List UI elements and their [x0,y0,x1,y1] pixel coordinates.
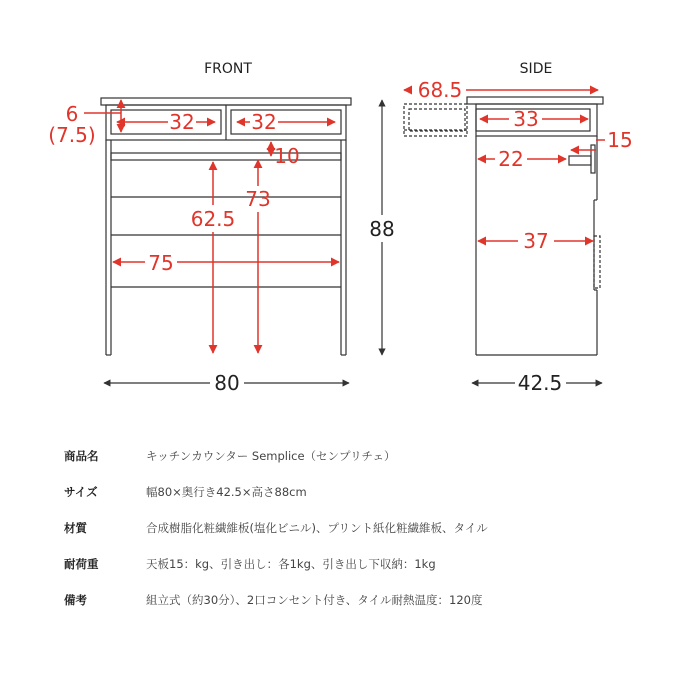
spec-value: 組立式（約30分）、2口コンセント付き、タイル耐熱温度：120度 [146,593,483,607]
side-depth-upper-label: 22 [498,147,524,171]
spec-value: 合成樹脂化粧繊維板(塩化ビニル)、プリント紙化粧繊維板、タイル [146,521,488,535]
spec-row-load [64,556,644,592]
spec-label: 商品名 [64,449,99,463]
front-top-thickness-alt-label: (7.5) [48,123,96,147]
side-drawer-depth-label: 33 [513,107,539,131]
overall-width-label: 80 [214,371,240,395]
spec-row-material [64,520,644,556]
spec-label: サイズ [64,485,98,499]
overall-height-label: 88 [369,217,395,241]
front-inner-height-label: 73 [245,187,271,211]
overall-depth-label: 42.5 [517,371,563,395]
spec-value: キッチンカウンター Semplice（センプリチェ） [146,449,396,463]
spec-table [64,448,644,628]
spec-value: 幅80×奥行き42.5×高さ88cm [146,485,307,499]
side-outlet-label: 15 [607,128,633,152]
front-gap-label: 10 [274,144,300,168]
side-view-title: SIDE [519,61,553,77]
front-top-thickness-label: 6 [65,102,79,126]
side-depth-lower-label: 37 [523,229,549,253]
spec-row-size [64,484,644,520]
spec-value: 天板15：kg、引き出し：各1kg、引き出し下収納：1kg [146,557,436,571]
front-drawer-left-label: 32 [169,110,195,134]
front-view-title: FRONT [204,61,252,77]
front-shelf-height-label: 62.5 [190,207,236,231]
spec-label: 耐荷重 [64,557,99,571]
spec-row-product-name [64,448,644,484]
spec-row-notes [64,592,644,628]
front-inner-width-label: 75 [148,251,174,275]
side-view-drawing [404,97,603,355]
spec-label: 材質 [64,521,87,535]
spec-label: 備考 [64,593,87,607]
front-drawer-right-label: 32 [251,110,277,134]
side-drawer-pullout-label: 68.5 [417,78,463,102]
